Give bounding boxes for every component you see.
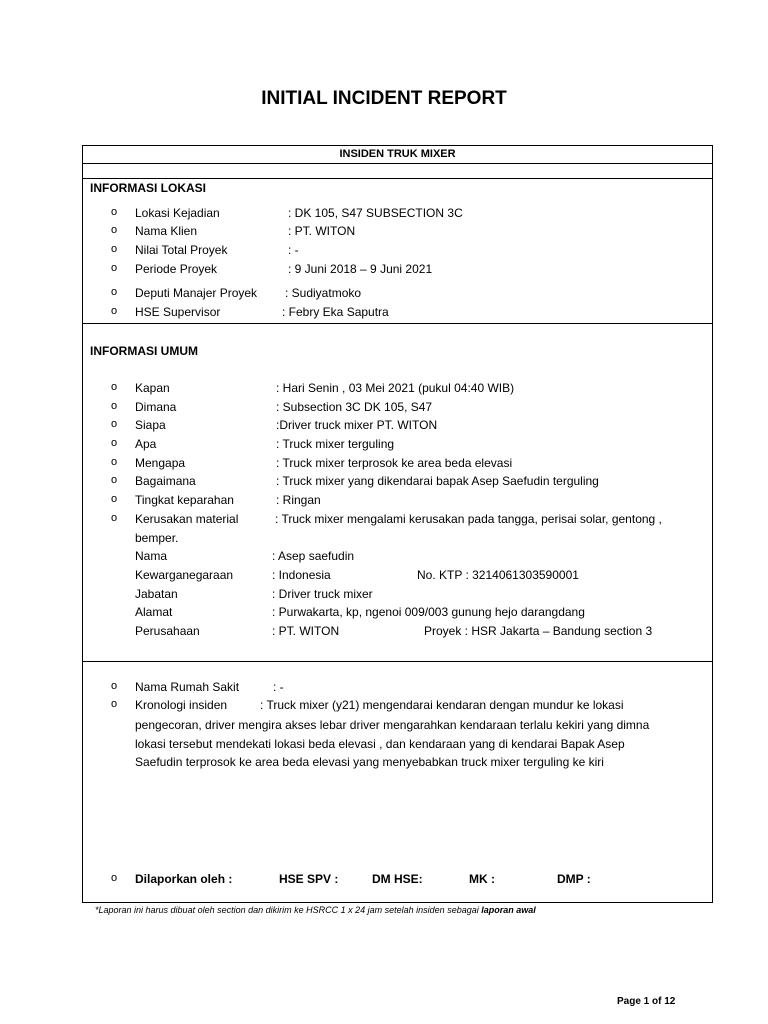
field-value: : - — [273, 680, 284, 694]
field-value: : Subsection 3C DK 105, S47 — [276, 400, 433, 414]
table-header: INSIDEN TRUK MIXER — [339, 148, 456, 160]
field-label: Apa — [135, 437, 157, 451]
field-label: HSE Supervisor — [135, 305, 221, 319]
field-value: : Febry Eka Saputra — [282, 305, 389, 319]
dm-hse-label: DM HSE: — [372, 872, 423, 886]
bullet: o — [111, 872, 118, 884]
field-label: Deputi Manajer Proyek — [135, 286, 258, 300]
bullet: o — [111, 437, 118, 449]
bullet: o — [111, 381, 118, 393]
field-value: : Hari Senin , 03 Mei 2021 (pukul 04:40 WIB) — [276, 381, 515, 395]
field-label: Tingkat keparahan — [135, 493, 234, 507]
footnote-text: *Laporan ini harus dibuat oleh section dan dikirim ke HSRCC 1 x 24 jam setelah insiden sebagai — [95, 905, 482, 915]
bullet: o — [111, 224, 118, 236]
field-label: Alamat — [135, 605, 173, 619]
bullet: o — [111, 243, 118, 255]
field-value: : Purwakarta, kp, ngenoi 009/003 gunung hejo darangdang — [272, 605, 585, 619]
ktp-value: No. KTP : 3214061303590001 — [417, 568, 579, 582]
bullet: o — [111, 512, 118, 524]
divider — [83, 323, 712, 324]
bullet: o — [111, 400, 118, 412]
field-value: : PT. WITON — [272, 624, 340, 638]
field-label: Nama — [135, 549, 168, 563]
field-label: Lokasi Kejadian — [135, 206, 220, 220]
bullet: o — [111, 680, 118, 692]
bullet: o — [111, 262, 118, 274]
footnote — [95, 905, 536, 915]
field-label: Jabatan — [135, 587, 178, 601]
divider — [83, 178, 712, 179]
kronologi-line: lokasi tersebut mendekati lokasi beda elevasi , dan kendaraan yang di kendarai Bapak Asep — [135, 736, 625, 751]
field-label: Nama Rumah Sakit — [135, 680, 240, 694]
report-table — [82, 145, 713, 903]
field-value: : Truck mixer (y21) mengendarai kendaran dengan mundur ke lokasi — [260, 698, 624, 712]
field-value: : Truck mixer yang dikendarai bapak Asep Saefudin terguling — [276, 474, 599, 488]
divider — [83, 163, 712, 164]
reported-by-label: Dilaporkan oleh : — [135, 872, 233, 886]
kronologi-paragraph — [135, 716, 649, 772]
field-label: Kewarganegaraan — [135, 568, 234, 582]
proyek-value: Proyek : HSR Jakarta – Bandung section 3 — [424, 624, 653, 638]
bullet: o — [111, 286, 118, 298]
dmp-label: DMP : — [557, 872, 591, 886]
section-title-umum: INFORMASI UMUM — [90, 344, 198, 358]
bullet: o — [111, 206, 118, 218]
hse-spv-label: HSE SPV : — [279, 872, 339, 886]
field-label: Mengapa — [135, 456, 186, 470]
bullet: o — [111, 474, 118, 486]
document-title: INITIAL INCIDENT REPORT — [261, 88, 507, 109]
footnote-emphasis: laporan awal — [481, 905, 536, 915]
field-value: : Asep saefudin — [272, 549, 355, 563]
field-value: : - — [288, 243, 299, 257]
field-label: Perusahaan — [135, 624, 200, 638]
field-label: Periode Proyek — [135, 262, 218, 276]
kronologi-line: pengecoran, driver mengira akses lebar driver mengarahkan kendaraan terlalu kekiri yang dimna — [135, 718, 650, 732]
page-number: Page 1 of 12 — [617, 996, 676, 1007]
field-label: Nilai Total Proyek — [135, 243, 228, 257]
field-label: Kapan — [135, 381, 170, 395]
field-label: Bagaimana — [135, 474, 196, 488]
field-label: Kronologi insiden — [135, 698, 228, 712]
field-label: Dimana — [135, 400, 177, 414]
field-value: : Ringan — [276, 493, 321, 507]
field-value: : DK 105, S47 SUBSECTION 3C — [288, 206, 463, 220]
field-value: : Indonesia — [272, 568, 331, 582]
field-value: : Driver truck mixer — [272, 587, 373, 601]
bullet: o — [111, 418, 118, 430]
divider — [83, 661, 712, 662]
field-value-continuation: bemper. — [135, 531, 179, 545]
field-value: : 9 Juni 2018 – 9 Juni 2021 — [288, 262, 433, 276]
field-label: Kerusakan material — [135, 512, 239, 526]
bullet: o — [111, 493, 118, 505]
field-value: : Truck mixer terprosok ke area beda elevasi — [276, 456, 513, 470]
field-label: Nama Klien — [135, 224, 198, 238]
field-value: : Sudiyatmoko — [285, 286, 362, 300]
bullet: o — [111, 698, 118, 710]
kronologi-line: Saefudin terprosok ke area beda elevasi yang menyebabkan truck mixer terguling ke kiri — [135, 755, 604, 769]
field-value: :Driver truck mixer PT. WITON — [276, 418, 438, 432]
bullet: o — [111, 305, 118, 317]
field-value: : PT. WITON — [288, 224, 356, 238]
field-value: : Truck mixer mengalami kerusakan pada tangga, perisai solar, gentong , — [275, 512, 662, 526]
field-value: : Truck mixer terguling — [276, 437, 395, 451]
mk-label: MK : — [469, 872, 495, 886]
section-title-lokasi: INFORMASI LOKASI — [90, 181, 206, 195]
field-label: Siapa — [135, 418, 166, 432]
bullet: o — [111, 456, 118, 468]
